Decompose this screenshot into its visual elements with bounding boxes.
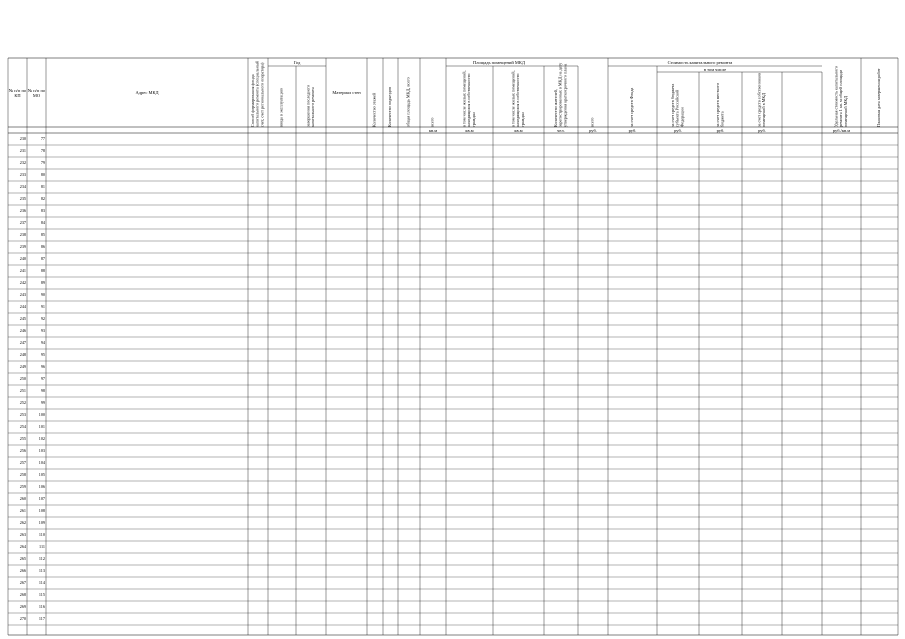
header-area-living: в том числе жилых помещений, находящихся в собственности граждан: [461, 70, 476, 127]
cell-n2: 78: [40, 148, 45, 153]
cell-n2: 82: [40, 196, 45, 201]
cell-n1: 256: [19, 448, 26, 453]
cell-n2: 108: [38, 508, 45, 513]
cell-n2: 103: [38, 448, 45, 453]
cell-n1: 231: [19, 148, 26, 153]
header-year-repair: завершения последнего капитального ремонта: [305, 84, 315, 127]
cell-n2: 105: [38, 472, 45, 477]
cell-n2: 109: [38, 520, 45, 525]
header-cost-local: за счет средств местного бюджета: [714, 82, 725, 127]
cell-n2: 80: [40, 172, 45, 177]
cell-n2: 92: [40, 316, 45, 321]
cell-n2: 89: [40, 280, 45, 285]
cell-n2: 99: [40, 400, 45, 405]
cell-n1: 258: [19, 472, 26, 477]
cell-n2: 117: [38, 616, 45, 621]
cell-n1: 250: [19, 376, 26, 381]
cell-n1: 252: [19, 400, 26, 405]
header-cost-group: Стоимость капитального ремонта: [667, 59, 733, 65]
unit-label: кв.м: [428, 127, 438, 133]
cell-n2: 86: [40, 244, 45, 249]
unit-label: руб.: [716, 127, 725, 133]
cell-n1: 232: [19, 160, 26, 165]
cell-n2: 107: [38, 496, 45, 501]
cell-n2: 112: [38, 556, 45, 561]
cell-n2: 90: [40, 292, 45, 297]
cell-n1: 245: [19, 316, 26, 321]
header-address: Адрес МКД: [135, 90, 159, 95]
cell-n1: 243: [19, 292, 26, 297]
cell-n1: 241: [19, 268, 26, 273]
unit-label: руб.: [758, 127, 766, 133]
cell-n1: 242: [19, 280, 26, 285]
cell-n2: 115: [38, 592, 45, 597]
cell-n1: 267: [19, 580, 26, 585]
unit-label: руб.: [589, 127, 597, 133]
cell-n1: 235: [19, 196, 26, 201]
header-deadline: Плановая дата завершения работ: [876, 68, 882, 127]
cell-n2: 101: [38, 424, 45, 429]
cell-n2: 94: [40, 340, 45, 345]
cell-n1: 237: [19, 220, 26, 225]
cell-n1: 230: [19, 136, 26, 141]
cell-n1: 239: [19, 244, 26, 249]
header-row-number-mo: № п/п по МО: [27, 87, 46, 98]
cell-n1: 270: [19, 616, 26, 621]
header-residents: Количество жителей, зарегистрированных в МКД на дату утверждения краткосрочного плана: [553, 62, 568, 127]
cell-n2: 102: [38, 436, 45, 441]
header-unit-cost: Удельная стоимость капитального ремонта 1 кв. м общей площади помещений МКД: [833, 66, 848, 127]
cell-n2: 81: [40, 184, 45, 189]
cell-n1: 233: [19, 172, 26, 177]
cell-n2: 91: [40, 304, 45, 309]
cell-n2: 114: [38, 580, 45, 585]
header-floors: Количество этажей: [371, 92, 377, 127]
cell-n1: 257: [19, 460, 26, 465]
header-cost-region: за счет средств бюджета субъекта Российской Федерации: [670, 83, 685, 127]
cell-n1: 240: [19, 256, 26, 261]
cell-n1: 255: [19, 436, 26, 441]
cell-n1: 266: [19, 568, 26, 573]
cell-n2: 98: [40, 388, 45, 393]
cell-n2: 95: [40, 352, 45, 357]
unit-label: руб.: [674, 127, 682, 133]
unit-label: руб./кв.м: [832, 127, 851, 133]
cell-n2: 88: [40, 268, 45, 273]
cell-n1: 244: [19, 304, 26, 309]
header-total-area: общая площадь МКД, всего: [405, 77, 411, 127]
cell-n2: 93: [40, 328, 45, 333]
unit-label: руб.: [628, 127, 637, 133]
cell-n2: 97: [40, 376, 45, 381]
cell-n1: 251: [19, 388, 26, 393]
cell-n1: 236: [19, 208, 26, 213]
cell-n1: 253: [19, 412, 26, 417]
cell-n1: 264: [19, 544, 26, 549]
cell-n1: 254: [19, 424, 26, 429]
cell-n2: 96: [40, 364, 45, 369]
header-area-total: всего: [429, 117, 435, 127]
cell-n2: 100: [38, 412, 45, 417]
unit-label: чел.: [557, 127, 565, 133]
cell-n1: 248: [19, 352, 26, 357]
cell-n1: 261: [19, 508, 26, 513]
cell-n2: 104: [38, 460, 45, 465]
cell-n1: 247: [19, 340, 26, 345]
header-year-group: Год: [293, 59, 301, 65]
header-entrances: Количество подъездов: [387, 87, 393, 127]
cell-n2: 111: [39, 544, 45, 549]
cell-n2: 84: [40, 220, 45, 225]
cell-n1: 246: [19, 328, 26, 333]
cell-n1: 269: [19, 604, 26, 609]
header-fund-method: Способ формирования фонда капитального ремонта (специальный счет, счет регионального оператора): [250, 61, 265, 127]
header-cost-total: всего: [589, 117, 595, 127]
header-cost-fund: за счет средств Фонда: [629, 87, 635, 127]
header-year-built: ввода в эксплуатацию: [278, 87, 284, 127]
cell-n2: 85: [40, 232, 45, 237]
header-row-number: № п/п по КП: [8, 87, 27, 98]
cell-n2: 110: [38, 532, 45, 537]
header-cost-sub: в том числе: [703, 66, 727, 72]
cell-n1: 265: [19, 556, 26, 561]
cell-n2: 87: [40, 256, 45, 261]
cell-n1: 259: [19, 484, 26, 489]
header-area-group: Площадь помещений МКД: [473, 59, 525, 65]
cell-n1: 268: [19, 592, 26, 597]
header-wall-material: Материал стен: [332, 90, 361, 95]
unit-label: кв.м: [465, 127, 474, 133]
cell-n1: 262: [19, 520, 26, 525]
cell-n2: 77: [40, 136, 45, 141]
cell-n2: 116: [38, 604, 45, 609]
cell-n1: 234: [19, 184, 26, 189]
cell-n1: 263: [19, 532, 26, 537]
cell-n2: 79: [40, 160, 45, 165]
cell-n2: 83: [40, 208, 45, 213]
cell-n2: 106: [38, 484, 45, 489]
cell-n1: 249: [19, 364, 26, 369]
header-cost-owners: за счет средств собственников помещений в МКД: [756, 73, 766, 127]
header-area-nonliving: в том числе жилых помещений, находящихся в собственности граждан: [510, 70, 525, 127]
unit-label: кв.м: [514, 127, 523, 133]
cell-n1: 238: [19, 232, 26, 237]
cell-n1: 260: [19, 496, 26, 501]
cell-n2: 113: [38, 568, 45, 573]
